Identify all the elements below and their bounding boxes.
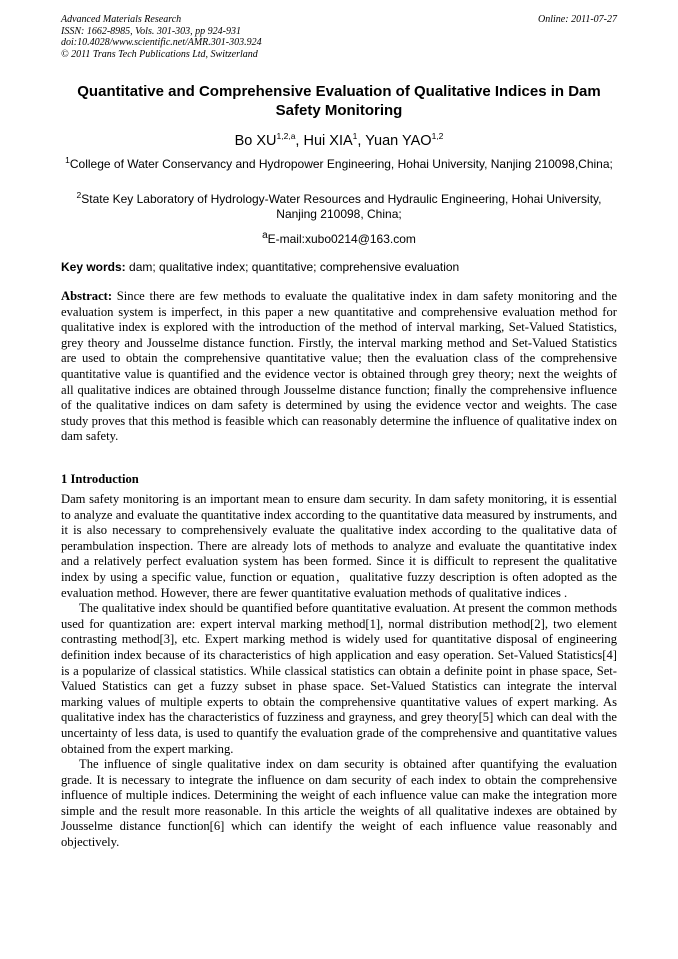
paragraph: The qualitative index should be quantified before quantitative evaluation. At present the common methods used for quantization are: expert interval marking method[1], normal distribution method[2], two element contrasting method[3], etc. Expert marking method is widely used for quantitative disposal of engineering definition index because of its characteristics of high application and easy operation. Set-Valued Statistics[4] is a popularize of classical statistics. While classical statistics can obtain a definite point in phase space, Set-Valued Statistics can get a fuzzy subset in phase space. Set-Valued Statistics can integrate the interval marking values of multiple experts to obtain the comprehensive quantitative values of expert marking. As qualitative index has the characteristics of fuzziness and grayness, and grey theory[5] which can deal with the uncertainty of less data, is used to quantify the evaluation grade of the comprehensive and quantitative values obtained from the expert marking. xyxy=(61,601,617,756)
running-header xyxy=(61,14,617,60)
abstract xyxy=(61,289,617,445)
affiliation-text: State Key Laboratory of Hydrology-Water Resources and Hydraulic Engineering, Hohai University, Nanjing 210098, China; xyxy=(81,192,602,221)
keywords-text: dam; qualitative index; quantitative; comprehensive evaluation xyxy=(129,260,460,274)
author-email xyxy=(60,230,618,246)
author-affiliation-mark: 1,2,a xyxy=(276,131,296,142)
email-mark: a xyxy=(262,230,268,241)
email-text: E-mail:xubo0214@163.com xyxy=(267,232,416,246)
journal-name: Advanced Materials Research xyxy=(61,14,182,25)
paragraph: Dam safety monitoring is an important mean to ensure dam security. In dam safety monitoring, it is essential to analyze and evaluate the quantitative index according to the quantitative data measured by instruments, and it is also necessary to comprehensively evaluate the qualitative index according to the qualitative data of perambulation inspection. There are already lots of methods to analyze and evaluate the quantitative index and a relatively perfect evaluation system has been formed. Since it is difficult to represent the qualitative index by using a specific value, function or equation，qualitative fuzzy description is often adopted as the evaluation method. However, there are fewer quantitative evaluation methods of qualitative indices . xyxy=(61,492,617,600)
section-heading: 1 Introduction xyxy=(61,472,139,486)
paper-title: Quantitative and Comprehensive Evaluation of Qualitative Indices in Dam Safety Monitoring xyxy=(77,83,601,119)
author-name: Yuan YAO xyxy=(365,133,432,149)
introduction-body xyxy=(61,492,617,851)
affiliation-2 xyxy=(60,192,618,222)
online-date: Online: 2011-07-27 xyxy=(538,14,617,25)
author-affiliation-mark: 1,2 xyxy=(431,131,444,142)
affiliation-mark: 1 xyxy=(65,155,70,165)
keywords-label: Key words: xyxy=(61,260,126,274)
abstract-label: Abstract: xyxy=(61,289,113,303)
copyright-line: © 2011 Trans Tech Publications Ltd, Switzerland xyxy=(61,48,258,60)
author-list: Bo XU$^{1,2,a}$, Hui XIA$^1$, Yuan YAO$^{1,2}$ xyxy=(234,131,444,149)
author-name: Bo XU xyxy=(234,133,277,149)
affiliation-1 xyxy=(60,157,618,172)
issn-line: ISSN: 1662-8985, Vols. 301-303, pp 924-931 xyxy=(61,25,241,37)
doi-line: doi:10.4028/www.scientific.net/AMR.301-303.924 xyxy=(61,37,262,48)
affiliation-text: College of Water Conservancy and Hydropower Engineering, Hohai University, Nanjing 210098,China; xyxy=(69,157,613,171)
author-affiliation-mark: 1 xyxy=(352,131,358,142)
affiliation-mark: 2 xyxy=(76,190,82,200)
keywords xyxy=(61,260,617,274)
paragraph: The influence of single qualitative index on dam security is obtained after quantifying the evaluation grade. It is necessary to integrate the influence on dam security of each index to obtain the comprehensive influence of multiple indices. Determining the weight of each influence value can make the integration more simple and the result more reasonable. In this article the weights of all qualitative indexes are obtained by Jousselme distance function[6] which can identify the weight of each influence value reasonably and objectively. xyxy=(61,757,617,850)
author-name: Hui XIA xyxy=(303,133,353,149)
abstract-text: Since there are few methods to evaluate the qualitative index in dam safety monitoring and the evaluation system is imperfect, in this paper a new quantitative and comprehensive evaluation method for qualitative index is explored with the introduction of the method of interval marking, Set-Valued Statistics, grey theory and Jousselme distance function. Firstly, the interval marking method and Set-Valued Statistics are used to obtain the comprehensive quantitative value; then the evaluation class of the comprehensive quantitative value is quantified and the evidence vector is obtained through grey theory; next the weights of all qualitative indices are obtained through Jousselme distance function; finally the comprehensive influence of the qualitative indices on dam safety is determined by using the evidence vector and weights. The case study proves that this method is feasible which can reasonably determine the influence of qualitative index on dam safety. xyxy=(61,289,617,444)
